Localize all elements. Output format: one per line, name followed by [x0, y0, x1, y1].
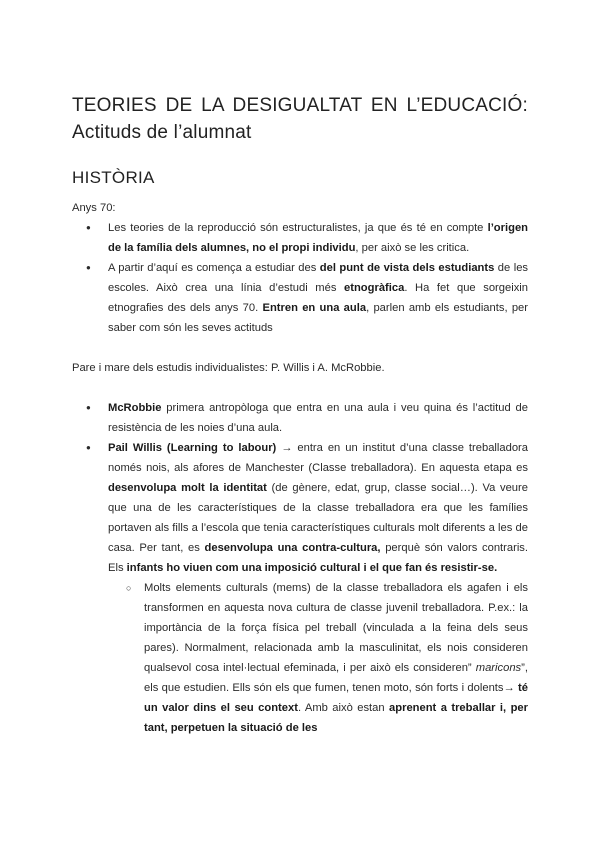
list-authors	[72, 398, 528, 738]
list-item	[72, 258, 528, 338]
text-run: Molts elements culturals (mems) de la classe treballadora els agafen i els transformen en aquesta nova cultura de classe juvenil treballadora. P.ex.: la importància de la força física pel treball (vinculada a la feina dels seus pares). Normalment, relacionada amb la masculinitat, els nois consideren qualsevol cosa intel·lectual efeminada, i per això els consideren”	[144, 582, 528, 674]
text-run: → entra en un institut d’una classe treballadora només nois, als afores de Manchester (Classe treballadora). En aquesta etapa es	[108, 442, 528, 474]
intro-text: Anys 70:	[72, 202, 116, 214]
spacer	[72, 338, 528, 358]
title-line-2: Actituds de l’alumnat	[72, 122, 252, 143]
text-run: , per això se les critica.	[355, 242, 470, 254]
bold-run: desenvolupa molt la identitat	[108, 482, 267, 494]
bold-run: desenvolupa una contra-cultura,	[204, 542, 381, 554]
bold-run: Pail Willis (Learning to labour)	[108, 442, 277, 454]
text-run: Les teories de la reproducció són estructuralistes, ja que és té en compte	[108, 222, 488, 234]
text-run: perquè són valors contraris. Els	[108, 542, 529, 574]
text-run: . Ha fet que sorgeixin etnografies des dels anys 70.	[108, 282, 529, 314]
list-reproduction	[72, 218, 528, 338]
sub-list-item	[72, 578, 528, 738]
document-title	[72, 92, 528, 146]
bold-run: etnogràfica	[344, 282, 405, 294]
italic-run: maricons	[475, 662, 522, 674]
list-item	[72, 218, 528, 258]
text-run: primera antropòloga que entra en una aula i veu quina és l’actitud de resistència de les noies d’una aula.	[108, 402, 528, 434]
list-item	[72, 398, 528, 438]
section-heading: HISTÒRIA	[72, 168, 155, 187]
document-body	[72, 198, 528, 738]
spacer	[72, 378, 528, 398]
text-run: (de gènere, edat, grup, classe social…). Va veure que una de les característiques de la classe treballadora era que les famílies portaven als fills a l’escola que tenia característiques culturals molt diferents a les de casa. Per tant, es	[108, 482, 528, 554]
title-line-1: TEORIES DE LA DESIGUALTAT EN L’EDUCACIÓ:	[72, 95, 528, 116]
bold-run: l’origen de la família dels alumnes, no el propi individu	[108, 222, 528, 254]
bold-run: aprenent a treballar i, per tant, perpetuen la situació de les	[144, 702, 528, 734]
bold-run: té un valor dins el seu context	[144, 682, 528, 714]
text-run: ”, els que estudien. Ells són els que fumen, tenen moto, són forts i dolents→	[144, 662, 528, 694]
bold-run: del punt de vista dels estudiants	[319, 262, 495, 274]
bold-run: Entren en una aula	[262, 302, 367, 314]
text-run: , parlen amb els estudiants, per saber com són les seves actituds	[108, 302, 529, 334]
list-item	[72, 438, 528, 578]
bold-run: McRobbie	[108, 402, 162, 414]
parents-text: Pare i mare dels estudis individualistes: P. Willis i A. McRobbie.	[72, 362, 385, 374]
text-run: . Amb això estan	[297, 702, 390, 714]
text-run: de les escoles. Això crea una línia d’estudi més	[108, 262, 529, 294]
text-run: A partir d’aquí es comença a estudiar des	[108, 262, 320, 274]
bold-run: infants ho viuen com una imposició cultural i el que fan és resistir-se.	[126, 562, 498, 574]
